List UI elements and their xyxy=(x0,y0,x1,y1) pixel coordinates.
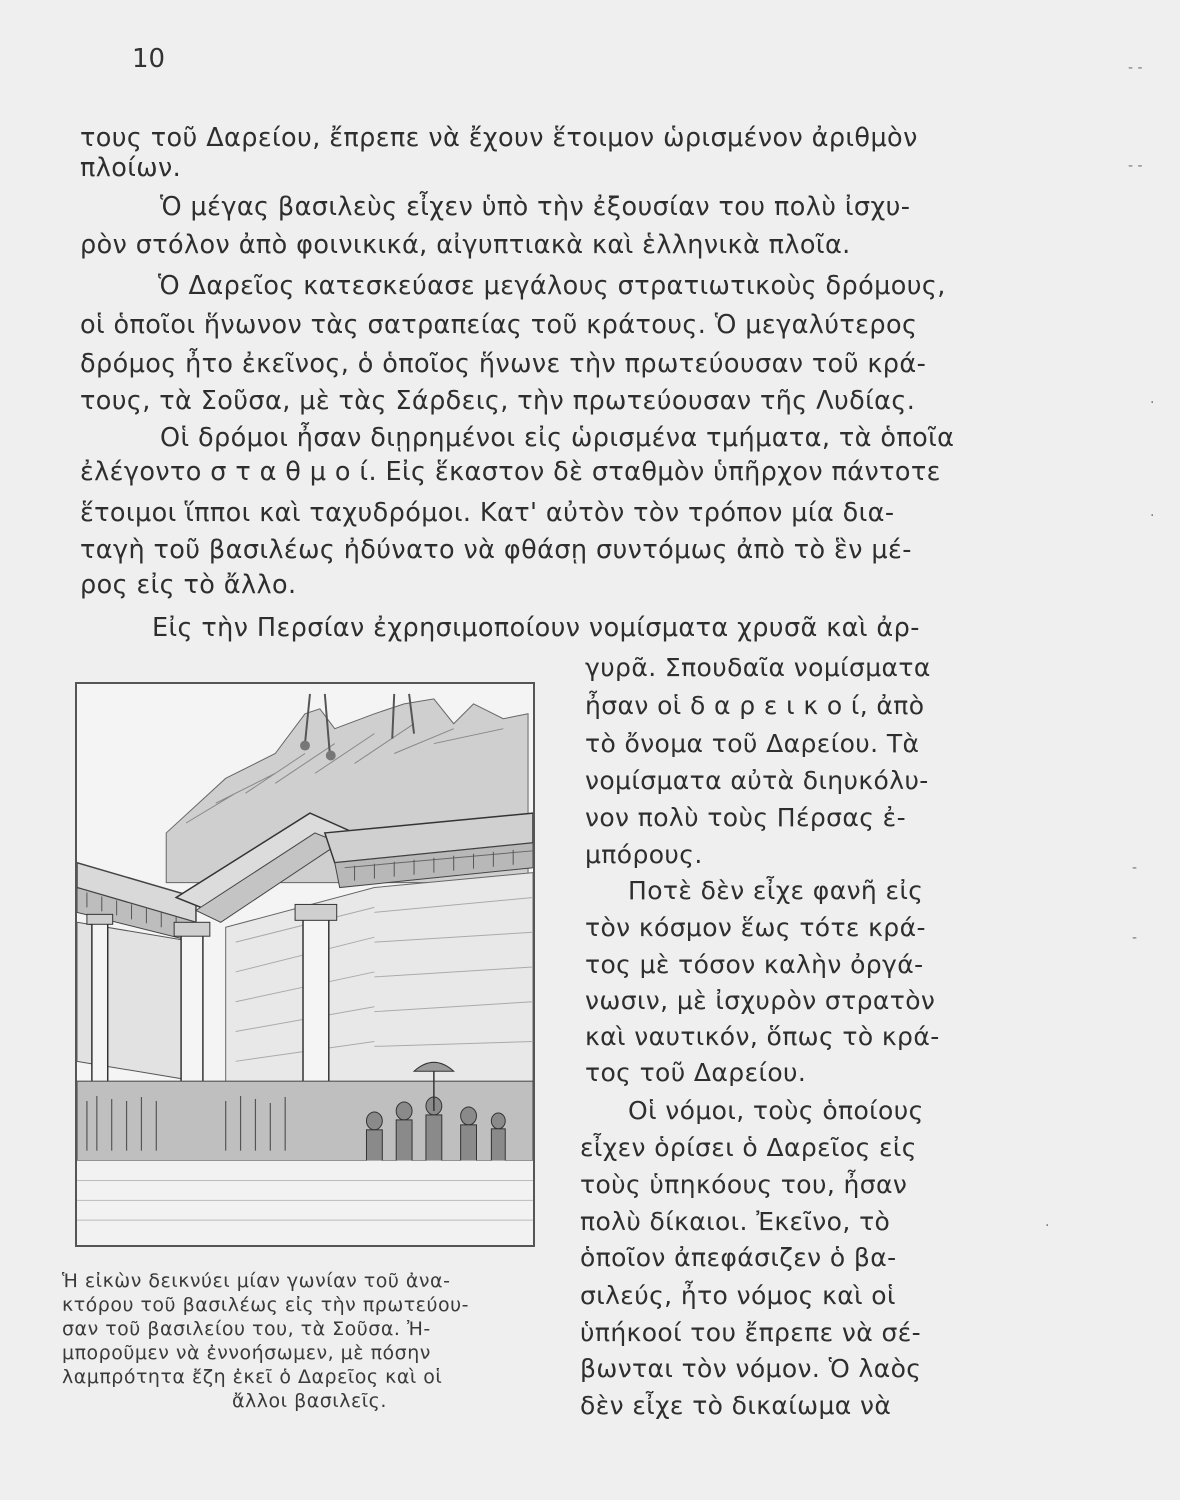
column-line: τος μὲ τόσον καλὴν ὀργά- xyxy=(585,950,924,979)
body-line: ἐλέγοντο σ τ α θ μ ο ί. Εἰς ἕκαστον δὲ σταθμὸν ὑπῆρχον πάντοτε xyxy=(80,457,941,487)
column-line: σιλεύς, ἦτο νόμος καὶ οἱ xyxy=(580,1281,896,1310)
figure-caption-line: ἄλλοι βασιλεῖς. xyxy=(232,1390,387,1412)
column-line: τοὺς ὑπηκόους του, ἦσαν xyxy=(580,1170,908,1199)
column-line: μπόρους. xyxy=(585,840,703,869)
body-line: Ὁ μέγας βασιλεὺς εἶχεν ὑπὸ τὴν ἐξουσίαν του πολὺ ἰσχυ- xyxy=(160,192,911,222)
margin-mark: - - xyxy=(1128,158,1143,174)
column-line: νωσιν, μὲ ἰσχυρὸν στρατὸν xyxy=(585,986,936,1015)
column-line: Οἱ νόμοι, τοὺς ὁποίους xyxy=(628,1096,924,1125)
body-line: ρὸν στόλον ἀπὸ φοινικικά, αἰγυπτιακὰ καὶ ἑλληνικὰ πλοῖα. xyxy=(80,230,851,260)
body-line: Εἰς τὴν Περσίαν ἐχρησιμοποίουν νομίσματα χρυσᾶ καὶ ἀρ- xyxy=(152,613,920,643)
column-line: βωνται τὸν νόμον. Ὁ λαὸς xyxy=(580,1354,922,1383)
figure-caption-line: λαμπρότητα ἔζη ἐκεῖ ὁ Δαρεῖος καὶ οἱ xyxy=(62,1366,443,1388)
margin-mark: · xyxy=(1150,508,1155,524)
body-line: πλοίων. xyxy=(80,153,182,183)
margin-mark: - xyxy=(1132,930,1138,946)
body-line: ρος εἰς τὸ ἄλλο. xyxy=(80,570,297,600)
body-line: δρόμος ἦτο ἐκεῖνος, ὁ ὁποῖος ἥνωνε τὴν πρωτεύουσαν τοῦ κρά- xyxy=(80,349,927,379)
margin-mark: - xyxy=(1132,860,1138,876)
column-line: πολὺ δίκαιοι. Ἐκεῖνο, τὸ xyxy=(580,1207,891,1236)
column-line: καὶ ναυτικόν, ὅπως τὸ κρά- xyxy=(585,1022,940,1051)
column-line: τὸ ὄνομα τοῦ Δαρείου. Τὰ xyxy=(585,729,920,758)
body-line: τους τοῦ Δαρείου, ἔπρεπε νὰ ἔχουν ἕτοιμον ὡρισμένον ἀριθμὸν xyxy=(80,123,918,153)
column-line: ἦσαν οἱ δ α ρ ε ι κ ο ί, ἀπὸ xyxy=(585,691,925,720)
figure-caption-line: κτόρου τοῦ βασιλέως εἰς τὴν πρωτεύου- xyxy=(62,1294,469,1316)
palace-illustration-icon xyxy=(77,684,533,1245)
column-line: Ποτὲ δὲν εἶχε φανῆ εἰς xyxy=(628,876,924,905)
column-line: γυρᾶ. Σπουδαῖα νομίσματα xyxy=(585,653,931,682)
column-line: δὲν εἶχε τὸ δικαίωμα νὰ xyxy=(580,1391,892,1420)
column-line: νομίσματα αὐτὰ διηυκόλυ- xyxy=(585,766,929,795)
margin-mark: · xyxy=(1150,395,1155,411)
margin-mark: · xyxy=(1045,1218,1050,1234)
column-line: τος τοῦ Δαρείου. xyxy=(585,1058,807,1087)
column-line: τὸν κόσμον ἕως τότε κρά- xyxy=(585,913,926,942)
body-line: Ὁ Δαρεῖος κατεσκεύασε μεγάλους στρατιωτικοὺς δρόμους, xyxy=(158,271,946,301)
body-line: ταγὴ τοῦ βασιλέως ἠδύνατο νὰ φθάσῃ συντόμως ἀπὸ τὸ ἓν μέ- xyxy=(80,535,912,565)
body-line: τους, τὰ Σοῦσα, μὲ τὰς Σάρδεις, τὴν πρωτεύουσαν τῆς Λυδίας. xyxy=(80,386,916,416)
body-line: ἕτοιμοι ἵπποι καὶ ταχυδρόμοι. Κατ' αὐτὸν τὸν τρόπον μία δια- xyxy=(80,498,895,528)
body-line: Οἱ δρόμοι ἦσαν διῃρημένοι εἰς ὡρισμένα τμήματα, τὰ ὁποῖα xyxy=(160,423,955,453)
page-number: 10 xyxy=(132,44,166,74)
column-line: ὑπήκοοί του ἔπρεπε νὰ σέ- xyxy=(580,1318,922,1347)
palace-illustration xyxy=(75,682,535,1247)
column-line: εἶχεν ὁρίσει ὁ Δαρεῖος εἰς xyxy=(580,1133,917,1162)
column-line: νον πολὺ τοὺς Πέρσας ἐ- xyxy=(585,803,907,832)
figure-caption-line: μποροῦμεν νὰ ἐννοήσωμεν, μὲ πόσην xyxy=(62,1342,431,1364)
margin-mark: - - xyxy=(1128,60,1143,76)
figure-caption-line: Ἡ εἰκὼν δεικνύει μίαν γωνίαν τοῦ ἀνα- xyxy=(62,1270,451,1292)
column-line: ὁποῖον ἀπεφάσιζεν ὁ βα- xyxy=(580,1243,897,1272)
figure-caption-line: σαν τοῦ βασιλείου του, τὰ Σοῦσα. Ἠ- xyxy=(62,1318,431,1340)
body-line: οἱ ὁποῖοι ἥνωνον τὰς σατραπείας τοῦ κράτους. Ὁ μεγαλύτερος xyxy=(80,310,918,340)
